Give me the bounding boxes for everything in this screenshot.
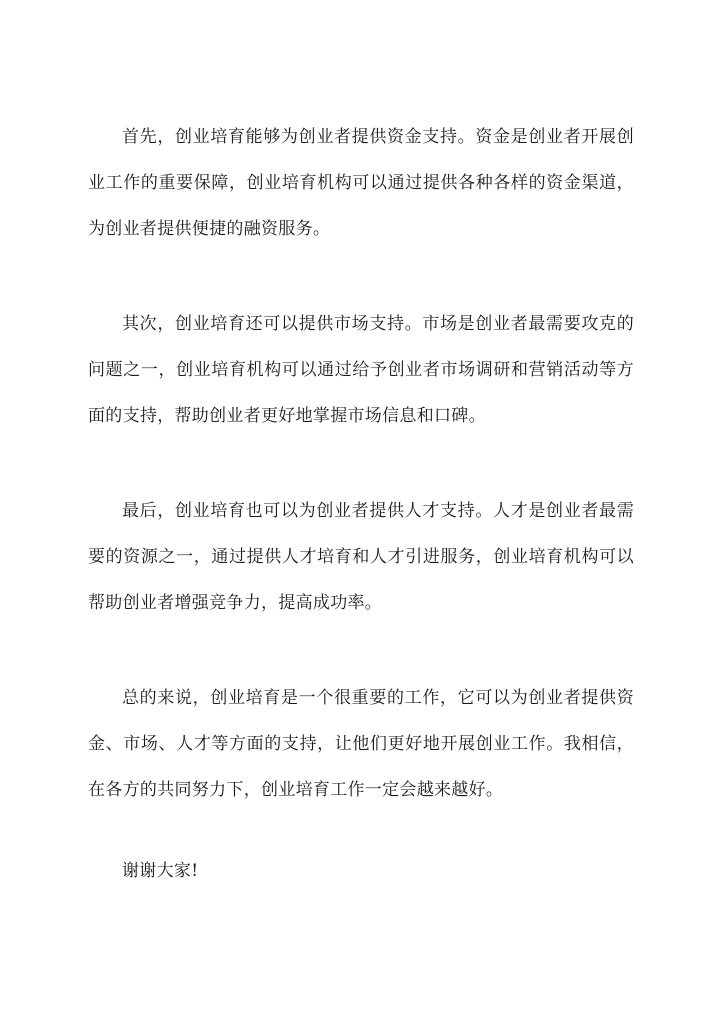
paragraph-market-support: 其次，创业培育还可以提供市场支持。市场是创业者最需要攻克的问题之一，创业培育机构可以通过给予创业者市场调研和营销活动等方面的支持，帮助创业者更好地掌握市场信息和口碑。 [88, 314, 634, 426]
paragraph-funding-support: 首先，创业培育能够为创业者提供资金支持。资金是创业者开展创业工作的重要保障，创业培育机构可以通过提供各种各样的资金渠道，为创业者提供便捷的融资服务。 [88, 127, 634, 239]
paragraph-summary: 总的来说，创业培育是一个很重要的工作，它可以为创业者提供资金、市场、人才等方面的支持，让他们更好地开展创业工作。我相信，在各方的共同努力下，创业培育工作一定会越来越好。 [88, 688, 634, 800]
paragraph-talent-support: 最后，创业培育也可以为创业者提供人才支持。人才是创业者最需要的资源之一，通过提供人才培育和人才引进服务，创业培育机构可以帮助创业者增强竞争力，提高成功率。 [88, 501, 634, 613]
paragraph-closing-thanks: 谢谢大家! [122, 861, 199, 881]
